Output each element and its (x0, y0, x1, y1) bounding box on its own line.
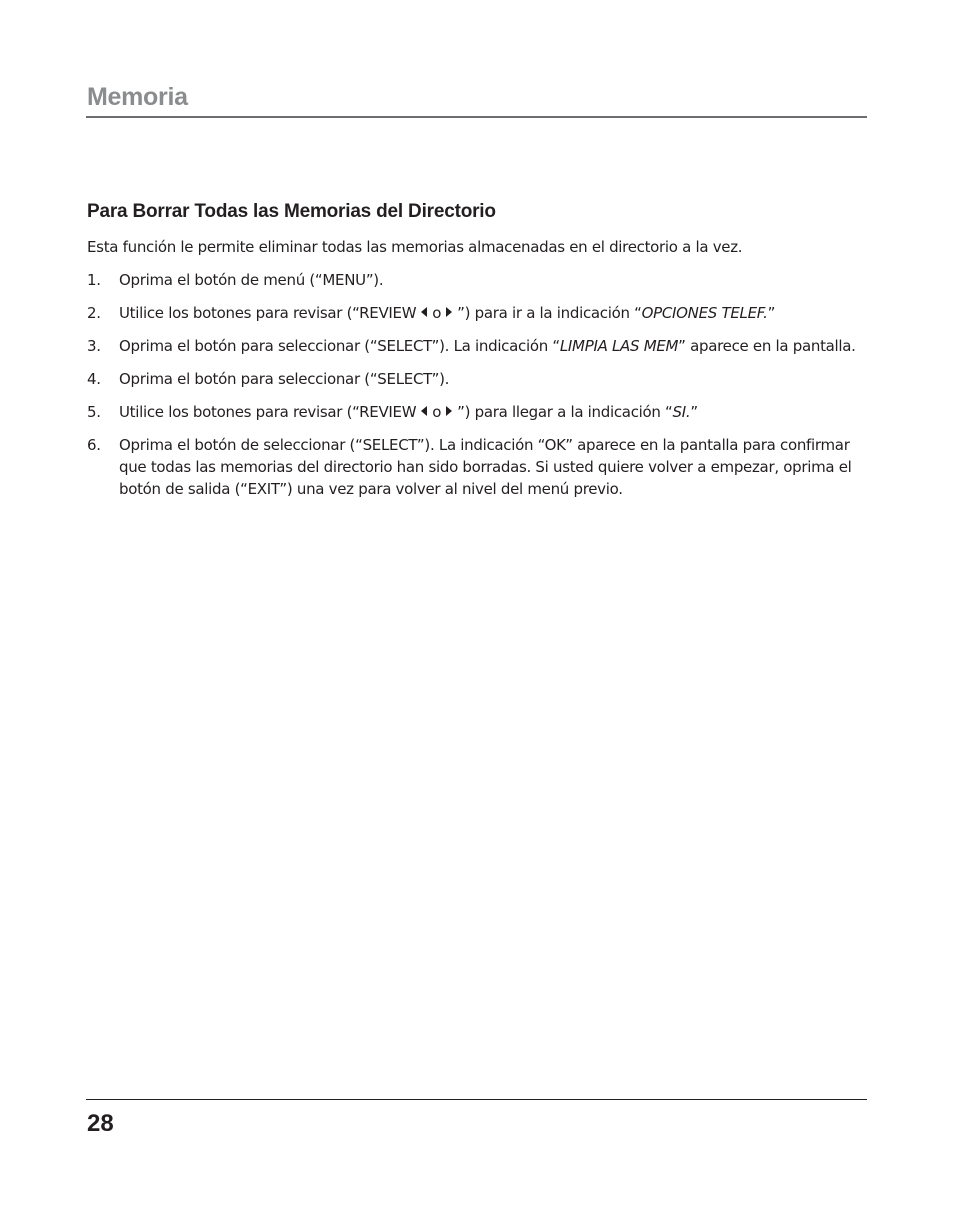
left-arrow-icon (421, 406, 427, 416)
section-heading: Para Borrar Todas las Memorias del Directorio (87, 201, 496, 222)
list-item (87, 401, 857, 423)
step-number: 2. (87, 304, 101, 322)
step-text-before: Oprima el botón para seleccionar (“SELECT”). La indicación “ (119, 337, 560, 355)
step-text: Oprima el botón para seleccionar (“SELECT”). (119, 370, 450, 388)
steps-list (87, 269, 857, 500)
footer-divider (86, 1099, 867, 1100)
step-text: Oprima el botón de seleccionar (“SELECT”). La indicación “OK” aparece en la pantalla para confirmar que todas las memorias del directorio han sido borradas. Si usted quiere volver a empezar, oprima el botón de salida (“EXIT”) una vez para volver al nivel del menú previo. (119, 436, 852, 498)
step-text-after: ”) para llegar a la indicación “ (457, 403, 673, 421)
display-prompt: OPCIONES TELEF. (641, 304, 768, 322)
header-divider (86, 116, 867, 118)
page-title: Memoria (87, 83, 188, 111)
list-item (87, 269, 857, 291)
list-item (87, 335, 857, 357)
step-number: 1. (87, 271, 101, 289)
display-prompt: LIMPIA LAS MEM (559, 337, 679, 355)
left-arrow-icon (421, 307, 427, 317)
page-number: 28 (87, 1110, 114, 1137)
or-word: o (432, 403, 442, 421)
or-word: o (432, 304, 442, 322)
step-text: Oprima el botón de menú (“MENU”). (119, 271, 384, 289)
list-item (87, 302, 857, 324)
step-text-closing: ” (690, 403, 698, 421)
step-number: 5. (87, 403, 101, 421)
intro-paragraph: Esta función le permite eliminar todas las memorias almacenadas en el directorio a la vez. (87, 238, 743, 256)
step-number: 6. (87, 436, 101, 454)
main-content (87, 198, 857, 511)
step-text-before: Utilice los botones para revisar (“REVIEW (119, 304, 417, 322)
list-item (87, 368, 857, 390)
right-arrow-icon (446, 406, 452, 416)
display-prompt: SI. (672, 403, 691, 421)
step-text-before: Utilice los botones para revisar (“REVIEW (119, 403, 417, 421)
list-item (87, 434, 857, 500)
step-number: 4. (87, 370, 101, 388)
step-text-after: ”) para ir a la indicación “ (457, 304, 642, 322)
step-text-closing: ” (767, 304, 776, 322)
step-number: 3. (87, 337, 101, 355)
step-text-after: ” aparece en la pantalla. (678, 337, 856, 355)
right-arrow-icon (446, 307, 452, 317)
